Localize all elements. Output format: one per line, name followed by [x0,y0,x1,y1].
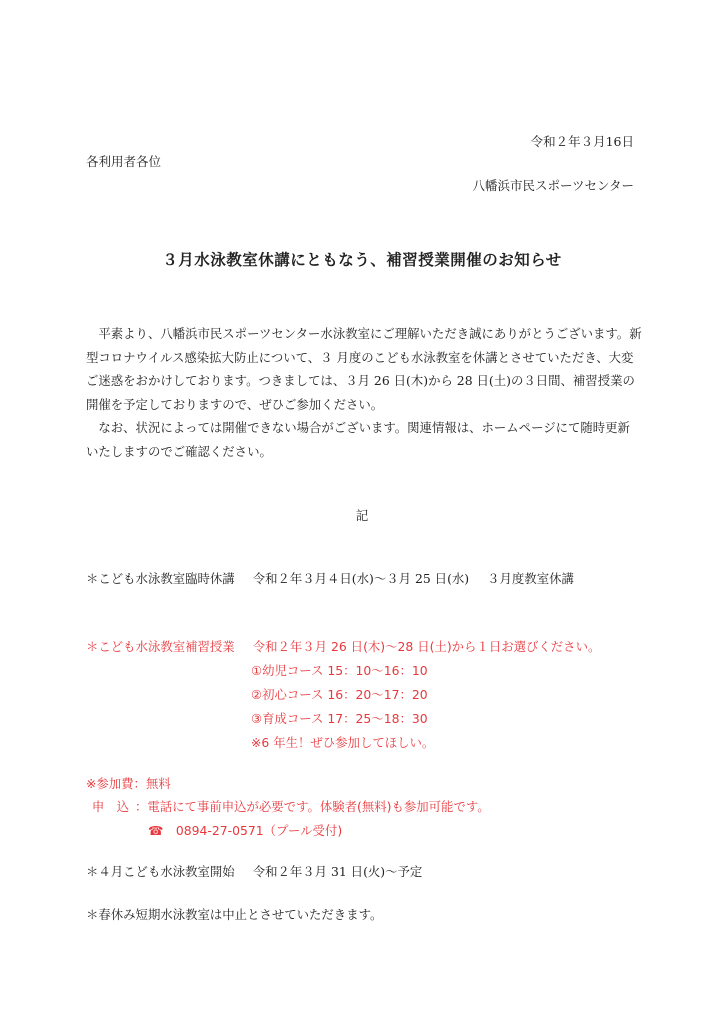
closure-line [86,569,574,587]
closure-label: ＊こども水泳教室臨時休講 [86,571,235,586]
body-paragraph-1 [86,322,642,416]
body-paragraph-2 [86,416,642,463]
application-line [86,797,490,815]
sender: 八幡浜市民スポーツセンター [472,178,634,193]
makeup-line [86,637,600,655]
course-3: ③育成コース 17：25～18：30 [251,711,428,726]
phone-number: 0894-27-0571（プール受付) [175,823,343,838]
body-paragraph-1-text: 平素より、八幡浜市民スポーツセンター水泳教室にご理解いただき誠にありがとうございます。新型コロナウイルス感染拡大防止について、３ 月度のこども水泳教室を休講とさせていただき、大変ご迷惑をおかけしております。つきましては、３月 26 日(木)から 28 日(土)の３日間、補習授業の開催を予定しておりますので、ぜひご参加ください。 [86,326,642,412]
makeup-period: 令和２年３月 26 日(木)～28 日(土)から１日お選びください。 [252,639,601,654]
sixth-grade-note: ※6 年生！ぜひ参加してほしい。 [251,735,435,750]
ki-marker: 記 [355,508,369,523]
issue-date: 令和２年３月16日 [530,134,634,149]
spring-notice: ＊春休み短期水泳教室は中止とさせていただきます。 [86,907,383,922]
course-2: ②初心コース 16：20～17：20 [251,687,428,702]
phone-line [148,821,342,839]
body-text [86,322,642,463]
start-line [86,862,422,880]
start-date: 令和２年３月 31 日(火)～予定 [252,864,423,879]
telephone-icon: ☎ [148,823,164,838]
course-1: ①幼児コース 15：10～16：10 [251,663,428,678]
closure-note: ３月度教室休講 [487,571,574,586]
application-text: ：電話にて事前申込が必要です。体験者(無料)も参加可能です。 [135,799,490,814]
application-label: 申 込 [91,799,130,814]
closure-period: 令和２年３月４日(水)～３月 25 日(水) [252,571,470,586]
start-label: ＊４月こども水泳教室開始 [86,864,235,879]
makeup-label: ＊こども水泳教室補習授業 [86,639,235,654]
recipient: 各利用者各位 [86,154,162,169]
notice-title: ３月水泳教室休講にともなう、補習授業開催のお知らせ [162,251,562,269]
body-paragraph-2-text: なお、状況によっては開催できない場合がございます。関連情報は、ホームページにて随時更新いたしますのでご確認ください。 [86,420,630,459]
participation-fee: ※参加費：無料 [86,776,171,791]
